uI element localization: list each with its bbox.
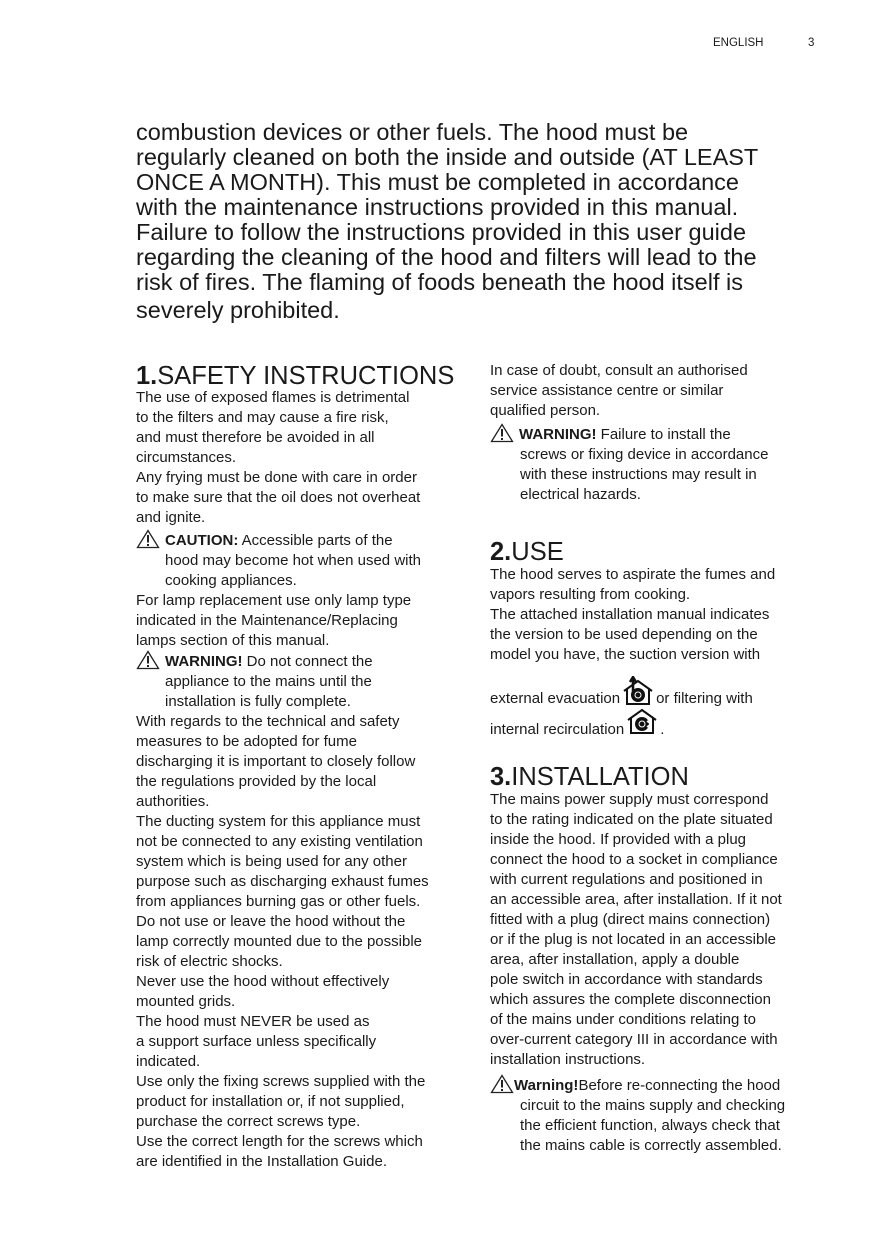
body-text-line: an accessible area, after installation. If it not [490, 891, 782, 908]
internal-recirculation-line [490, 707, 664, 737]
body-text-line: and must therefore be avoided in all [136, 429, 375, 446]
body-text-line: indicated in the Maintenance/Replacing [136, 612, 398, 629]
warning-text: Failure to install the [596, 426, 731, 443]
intro-line: regularly cleaned on both the inside and outside (AT LEAST [136, 144, 759, 170]
body-text-line: circumstances. [136, 449, 237, 466]
body-text-line: from appliances burning gas or other fuels. [136, 893, 421, 910]
body-text-line: Never use the hood without effectively [136, 973, 390, 990]
body-text-line: The hood must NEVER be used as [136, 1013, 370, 1030]
body-text-line: mounted grids. [136, 993, 236, 1010]
section-title: SAFETY INSTRUCTIONS [157, 362, 455, 390]
body-text-line: Use the correct length for the screws which [136, 1133, 423, 1150]
external-evacuation-text: external evacuation [490, 690, 621, 707]
warning-line: appliance to the mains until the [165, 673, 372, 690]
body-text-line: and ignite. [136, 509, 206, 526]
warning-line: screws or fixing device in accordance [520, 446, 769, 463]
body-text-line: fitted with a plug (direct mains connection) [490, 911, 771, 928]
body-text-line: of the mains under conditions relating to [490, 1011, 756, 1028]
warning-line [514, 1076, 780, 1096]
internal-recirculation-text: internal recirculation [490, 721, 625, 738]
body-text-line: the version to be used depending on the [490, 626, 758, 643]
section-title: USE [511, 538, 564, 566]
warning-triangle-icon [490, 423, 514, 443]
section-number: 3. [490, 763, 512, 791]
body-text-line: which assures the complete disconnection [490, 991, 771, 1008]
warning-label: WARNING! [165, 653, 243, 670]
body-text-line: The use of exposed flames is detrimental [136, 389, 410, 406]
warning-label: CAUTION: [165, 532, 239, 549]
warning-line: circuit to the mains supply and checking [520, 1097, 786, 1114]
section-title: INSTALLATION [511, 763, 689, 791]
body-text-line: product for installation or, if not supplied, [136, 1093, 405, 1110]
body-text-line: to the rating indicated on the plate situated [490, 811, 773, 828]
body-text-line: In case of doubt, consult an authorised [490, 362, 748, 379]
intro-line: severely prohibited. [136, 297, 340, 323]
internal-recirculation-after: . [660, 721, 665, 738]
body-text-line: measures to be adopted for fume [136, 733, 357, 750]
body-text-line: The mains power supply must correspond [490, 791, 769, 808]
external-evacuation-icon [621, 676, 655, 706]
body-text-line: installation instructions. [490, 1051, 646, 1068]
body-text-line: For lamp replacement use only lamp type [136, 592, 412, 609]
language-label: ENGLISH [713, 37, 764, 49]
intro-line: risk of fires. The flaming of foods beneath the hood itself is [136, 269, 743, 295]
body-text-line: the regulations provided by the local [136, 773, 377, 790]
internal-recirculation-icon [625, 707, 659, 737]
body-text-line: Any frying must be done with care in order [136, 469, 417, 486]
body-text-line: vapors resulting from cooking. [490, 586, 691, 603]
warning-triangle-icon [136, 650, 160, 670]
intro-line: combustion devices or other fuels. The hood must be [136, 119, 689, 145]
intro-line: with the maintenance instructions provided in this manual. [136, 194, 739, 220]
external-evacuation-after: or filtering with [656, 690, 753, 707]
body-text-line: qualified person. [490, 402, 601, 419]
body-text-line: connect the hood to a socket in compliance [490, 851, 778, 868]
body-text-line: The hood serves to aspirate the fumes and [490, 566, 776, 583]
body-text-line: or if the plug is not located in an accessible [490, 931, 777, 948]
body-text-line: purpose such as discharging exhaust fumes [136, 873, 429, 890]
body-text-line: discharging it is important to closely follow [136, 753, 416, 770]
body-text-line: are identified in the Installation Guide. [136, 1153, 387, 1170]
body-text-line: to the filters and may cause a fire risk, [136, 409, 389, 426]
warning-line: the efficient function, always check that [520, 1117, 780, 1134]
warning-line: installation is fully complete. [165, 693, 351, 710]
body-text-line: over-current category III in accordance with [490, 1031, 778, 1048]
body-text-line: purchase the correct screws type. [136, 1113, 361, 1130]
body-text-line: The attached installation manual indicates [490, 606, 770, 623]
warning-text: Before re-connecting the hood [578, 1077, 781, 1094]
body-text-line: Do not use or leave the hood without the [136, 913, 406, 930]
intro-line: regarding the cleaning of the hood and filters will lead to the [136, 244, 757, 270]
body-text-line: model you have, the suction version with [490, 646, 761, 663]
page-number: 3 [808, 37, 815, 49]
external-evacuation-line [490, 676, 753, 706]
body-text-line: lamp correctly mounted due to the possible [136, 933, 422, 950]
body-text-line: risk of electric shocks. [136, 953, 283, 970]
warning-line [165, 531, 393, 551]
warning-line: cooking appliances. [165, 572, 297, 589]
body-text-line: Use only the fixing screws supplied with the [136, 1073, 426, 1090]
warning-line: hood may become hot when used with [165, 552, 421, 569]
heading-use [490, 537, 564, 567]
heading-installation [490, 762, 689, 792]
body-text-line: service assistance centre or similar [490, 382, 724, 399]
body-text-line: a support surface unless specifically [136, 1033, 377, 1050]
intro-line: Failure to follow the instructions provided in this user guide [136, 219, 747, 245]
warning-line: electrical hazards. [520, 486, 641, 503]
warning-line: with these instructions may result in [520, 466, 757, 483]
warning-text: Do not connect the [242, 653, 373, 670]
body-text-line: pole switch in accordance with standards [490, 971, 763, 988]
warning-label: WARNING! [519, 426, 597, 443]
body-text-line: to make sure that the oil does not overheat [136, 489, 421, 506]
warning-line [519, 425, 731, 445]
warning-text: Accessible parts of the [238, 532, 393, 549]
warning-triangle-icon [490, 1074, 514, 1094]
warning-line [165, 652, 373, 672]
body-text-line: with current regulations and positioned in [490, 871, 763, 888]
body-text-line: not be connected to any existing ventilation [136, 833, 423, 850]
body-text-line: system which is being used for any other [136, 853, 407, 870]
body-text-line: The ducting system for this appliance must [136, 813, 421, 830]
body-text-line: inside the hood. If provided with a plug [490, 831, 747, 848]
body-text-line: area, after installation, apply a double [490, 951, 740, 968]
heading-safety-instructions [136, 361, 454, 391]
intro-line: ONCE A MONTH). This must be completed in accordance [136, 169, 739, 195]
body-text-line: indicated. [136, 1053, 201, 1070]
body-text-line: authorities. [136, 793, 210, 810]
section-number: 1. [136, 362, 158, 390]
body-text-line: lamps section of this manual. [136, 632, 330, 649]
warning-line: the mains cable is correctly assembled. [520, 1137, 782, 1154]
section-number: 2. [490, 538, 512, 566]
warning-label: Warning! [514, 1077, 579, 1094]
body-text-line: With regards to the technical and safety [136, 713, 400, 730]
warning-triangle-icon [136, 529, 160, 549]
